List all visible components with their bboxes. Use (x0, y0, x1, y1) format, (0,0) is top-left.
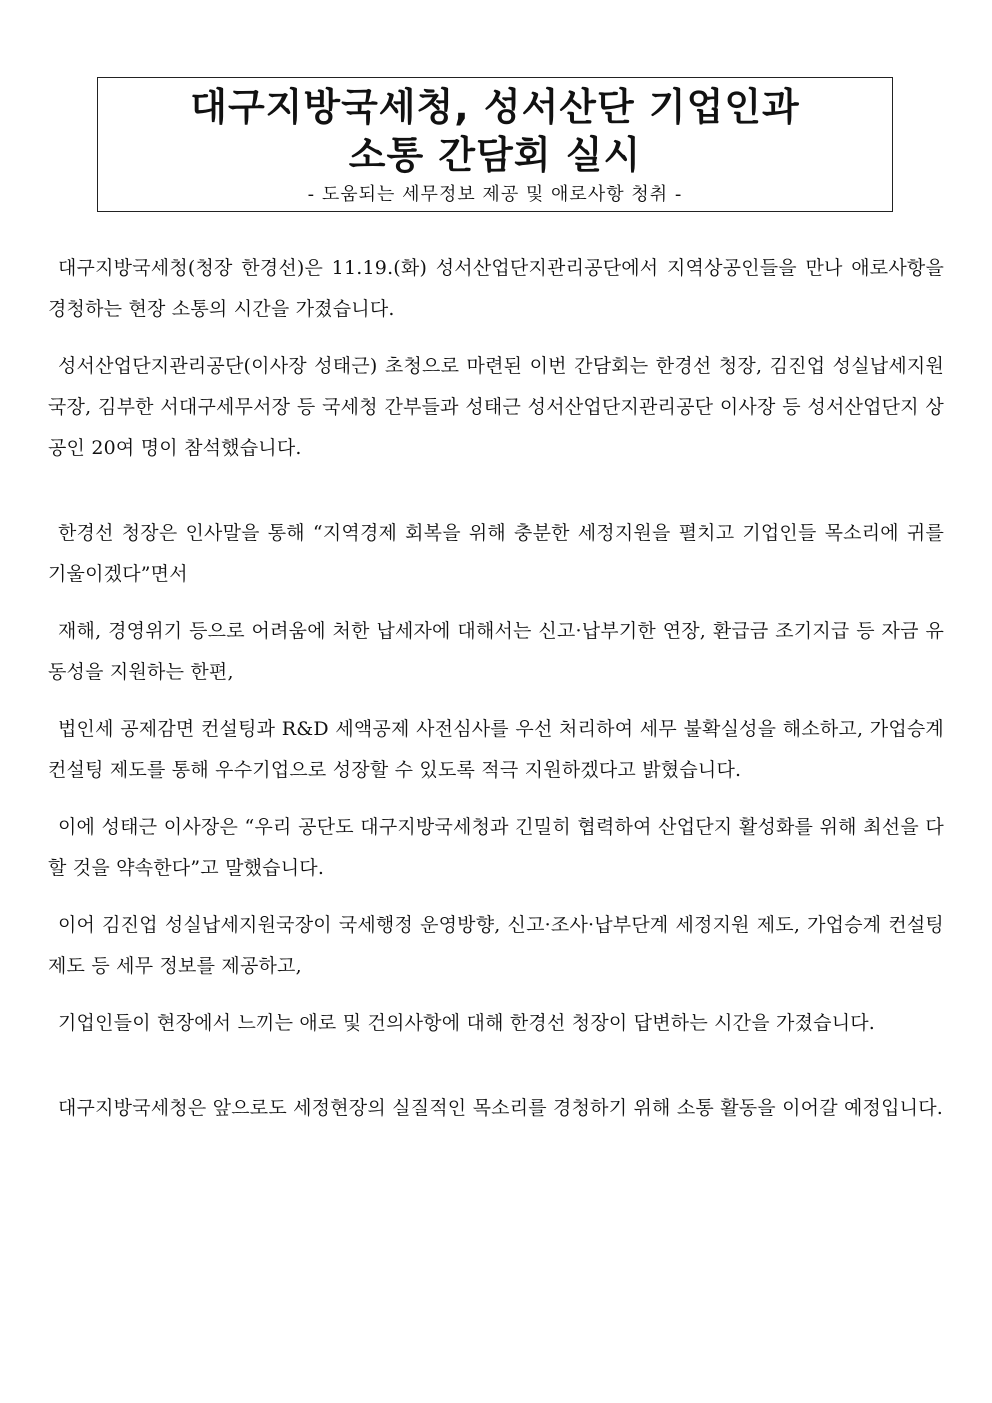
paragraph-4: 재해, 경영위기 등으로 어려움에 처한 납세자에 대해서는 신고·납부기한 연장, 환급금 조기지급 등 자금 유동성을 지원하는 한편, (48, 620, 944, 683)
page-subtitle: - 도움되는 세무정보 제공 및 애로사항 청취 - (307, 184, 683, 205)
paragraph-2: 성서산업단지관리공단(이사장 성태근) 초청으로 마련된 이번 간담회는 한경선 청장, 김진업 성실납세지원국장, 김부한 서대구세무서장 등 국세청 간부들과 성태근 성서산업단지관리공단 이사장 등 성서산업단지 상공인 20여 명이 참석했습니다. (48, 355, 944, 459)
document-body (48, 248, 944, 1129)
paragraph-3: 한경선 청장은 인사말을 통해 “지역경제 회복을 위해 충분한 세정지원을 펼치고 기업인들 목소리에 귀를 기울이겠다”면서 (48, 522, 944, 585)
title-box (97, 77, 893, 212)
paragraph-1: 대구지방국세청(청장 한경선)은 11.19.(화) 성서산업단지관리공단에서 지역상공인들을 만나 애로사항을 경청하는 현장 소통의 시간을 가졌습니다. (48, 257, 944, 320)
paragraph-6: 이에 성태근 이사장은 “우리 공단도 대구지방국세청과 긴밀히 협력하여 산업단지 활성화를 위해 최선을 다할 것을 약속한다”고 말했습니다. (48, 816, 944, 879)
paragraph-5: 법인세 공제감면 컨설팅과 R&D 세액공제 사전심사를 우선 처리하여 세무 불확실성을 해소하고, 가업승계 컨설팅 제도를 통해 우수기업으로 성장할 수 있도록 적극 지원하겠다고 밝혔습니다. (48, 718, 944, 781)
paragraph-8: 기업인들이 현장에서 느끼는 애로 및 건의사항에 대해 한경선 청장이 답변하는 시간을 가졌습니다. (58, 1012, 876, 1034)
paragraph-9: 대구지방국세청은 앞으로도 세정현장의 실질적인 목소리를 경청하기 위해 소통 활동을 이어갈 예정입니다. (58, 1097, 944, 1119)
page-title-line-1: 대구지방국세청, 성서산단 기업인과 (190, 85, 800, 129)
paragraph-7: 이어 김진업 성실납세지원국장이 국세행정 운영방향, 신고·조사·납부단계 세정지원 제도, 가업승계 컨설팅 제도 등 세무 정보를 제공하고, (48, 914, 944, 977)
page-title-line-2: 소통 간담회 실시 (348, 133, 642, 177)
